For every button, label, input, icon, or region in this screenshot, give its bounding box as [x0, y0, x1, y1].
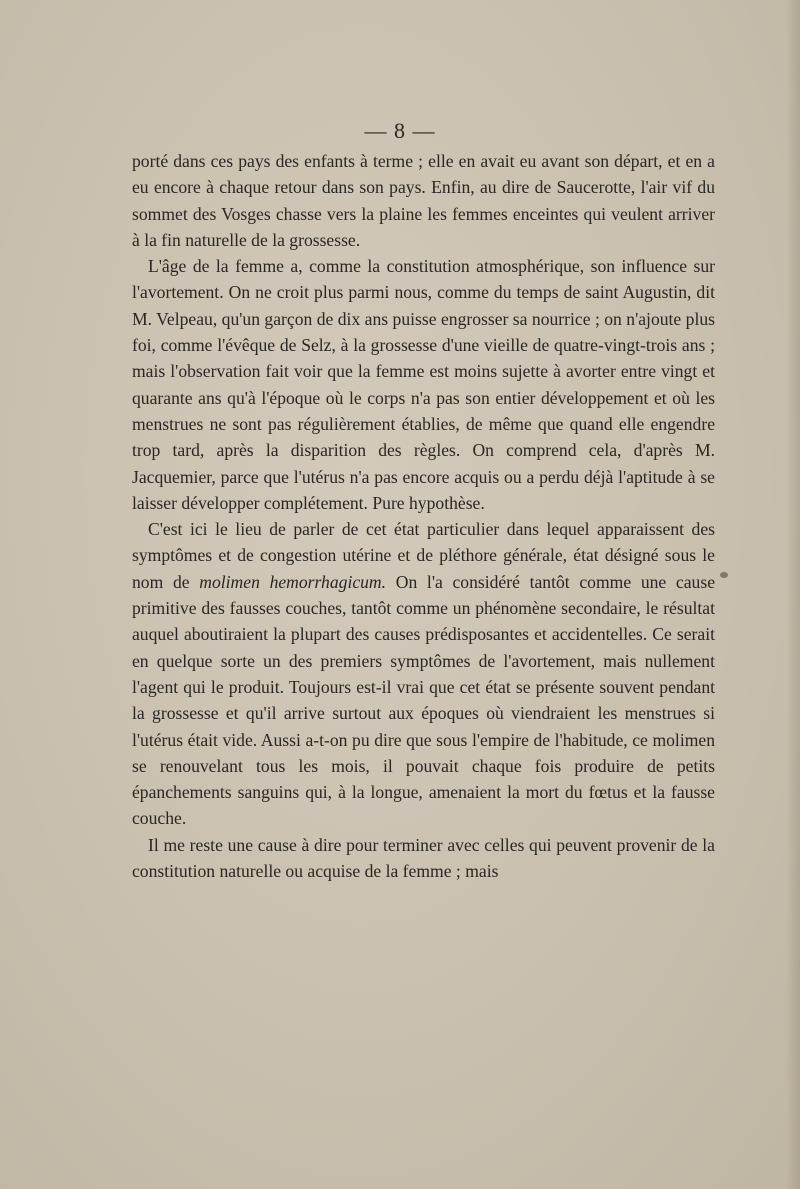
paragraph-3-end: On l'a considéré tantôt comme une cause primitive des fausses couches, tantôt comme un phénomène secondaire, le résultat auquel aboutiraient la plupart des causes prédisposantes et accidentelles. Ce serait en quelque sorte un des premiers symptômes de l'avortement, mais nullement l'agent qui le produit. Toujours est-il vrai que cet état se présente souvent pendant la grossesse et qu'il arrive surtout aux époques où viendraient les menstrues si l'utérus était vide. Aussi a-t-on pu dire que sous l'empire de l'habitude, ce molimen se renouvelant tous les mois, il pouvait chaque fois produire de petits épanchements sanguins qui, à la longue, amenaient la mort du fœtus et la fausse couche. [132, 571, 715, 829]
body-text [132, 148, 715, 884]
paragraph-1: porté dans ces pays des enfants à terme ; elle en avait eu avant son départ, et en a eu encore à chaque retour dans son pays. Enfin, au dire de Saucerotte, l'air vif du sommet des Vosges chasse vers la plaine les femmes enceintes qui veulent arriver à la fin naturelle de la grossesse. [132, 151, 715, 250]
paragraph-4: Il me reste une cause à dire pour terminer avec celles qui peuvent provenir de la constitution naturelle ou acquise de la femme ; mais [132, 834, 715, 882]
latin-term: molimen hemorrhagicum. [199, 571, 387, 592]
paragraph-3-start: C'est ici le lieu de parler de cet état particulier dans lequel apparaissent des symptômes et de congestion utérine et de pléthore générale, état désigné sous le nom de [132, 519, 715, 592]
ink-speck [720, 572, 728, 578]
paragraph-3 [132, 516, 715, 832]
page-edge-shadow [786, 0, 800, 1189]
page-number: — 8 — [364, 118, 436, 143]
paragraph-2: L'âge de la femme a, comme la constitution atmosphérique, son influence sur l'avortement. On ne croit plus parmi nous, comme du temps de saint Augustin, dit M. Velpeau, qu'un garçon de dix ans puisse engrosser sa nourrice ; on n'ajoute plus foi, comme l'évêque de Selz, à la grossesse d'une vieille de quatre-vingt-trois ans ; mais l'observation fait voir que la femme est moins sujette à avorter entre vingt et quarante ans qu'à l'époque où le corps n'a pas son entier développement et où les menstrues ne sont pas régulièrement établies, de même que quand elle engendre trop tard, après la disparition des règles. On comprend cela, d'après M. Jacquemier, parce que l'utérus n'a pas encore acquis ou a perdu déjà l'aptitude à se laisser développer complétement. Pure hypothèse. [132, 256, 715, 513]
